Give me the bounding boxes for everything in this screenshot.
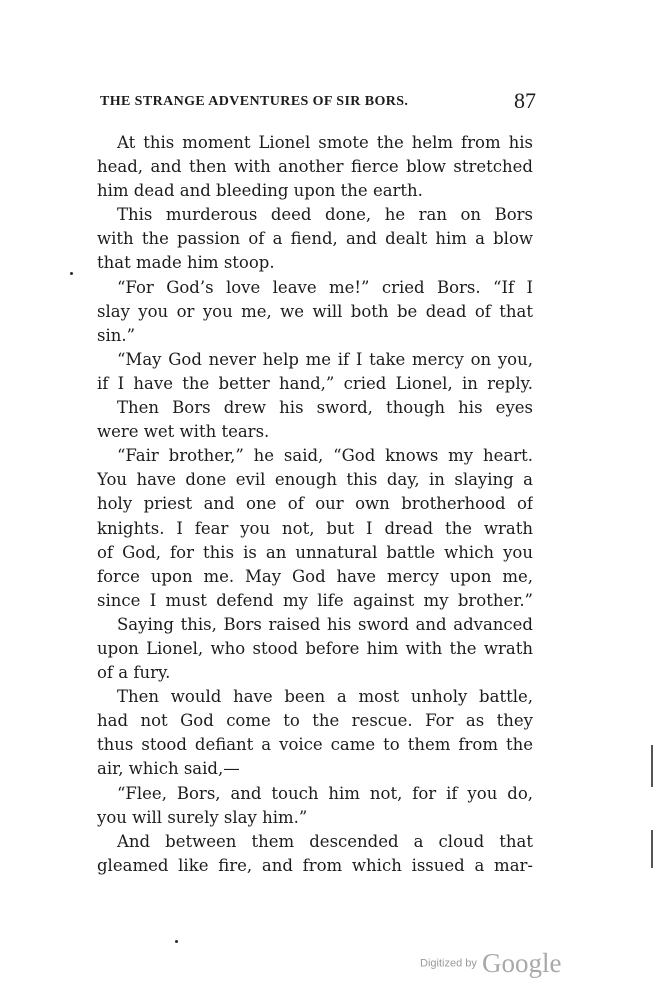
body-text (97, 131, 533, 878)
text-line: you will surely slay him.” (97, 807, 308, 827)
text-line: of God, for this is an unnatural battle which you (97, 542, 533, 562)
text-line: with the passion of a fiend, and dealt him a blow (97, 229, 533, 249)
text-line: force upon me. May God have mercy upon me, (97, 566, 533, 586)
text-line: upon Lionel, who stood before him with the wrath (97, 638, 533, 658)
margin-speck (175, 940, 178, 943)
margin-mark (651, 745, 653, 787)
text-line: him dead and bleeding upon the earth. (97, 181, 423, 201)
running-title: THE STRANGE ADVENTURES OF SIR BORS. (100, 94, 409, 109)
text-line: At this moment Lionel smote the helm from his (117, 133, 533, 152)
text-line: Then would have been a most unholy battle, (117, 687, 533, 707)
digitized-watermark (420, 948, 561, 979)
text-line: if I have the better hand,” cried Lionel, in reply. (97, 373, 533, 393)
text-line: since I must defend my life against my brother.” (97, 590, 533, 610)
margin-mark (651, 830, 653, 868)
text-line: were wet with tears. (97, 422, 270, 442)
text-line: slay you or you me, we will both be dead of that (97, 301, 533, 321)
text-line: Then Bors drew his sword, though his eyes (117, 398, 533, 418)
text-line: “For God’s love leave me!” cried Bors. “If I (117, 277, 533, 297)
text-line: This murderous deed done, he ran on Bors (117, 205, 533, 225)
google-logo: Google (481, 948, 562, 978)
text-line: Saying this, Bors raised his sword and advanced (117, 614, 533, 634)
text-line: had not God come to the rescue. For as they (97, 711, 533, 731)
running-head (100, 88, 536, 116)
text-line: that made him stoop. (97, 253, 275, 273)
page-number: 87 (514, 88, 536, 113)
text-line: thus stood defiant a voice came to them from the (97, 735, 533, 755)
text-line: And between them descended a cloud that (117, 831, 533, 851)
text-line: “Flee, Bors, and touch him not, for if you do, (117, 783, 533, 803)
text-line: head, and then with another fierce blow stretched (97, 157, 533, 177)
text-line: “Fair brother,” he said, “God knows my heart. (117, 446, 533, 466)
margin-speck (70, 272, 73, 275)
watermark-prefix: Digitized by (420, 957, 477, 970)
text-line: sin.” (97, 325, 136, 345)
text-line: knights. I fear you not, but I dread the wrath (97, 518, 533, 538)
text-line: of a fury. (97, 663, 171, 683)
text-line: air, which said,— (97, 759, 240, 779)
text-line: gleamed like fire, and from which issued a mar- (97, 855, 533, 875)
text-line: “May God never help me if I take mercy on you, (117, 349, 533, 369)
text-line: You have done evil enough this day, in slaying a (97, 470, 533, 490)
text-line: holy priest and one of our own brotherhood of (97, 494, 533, 514)
